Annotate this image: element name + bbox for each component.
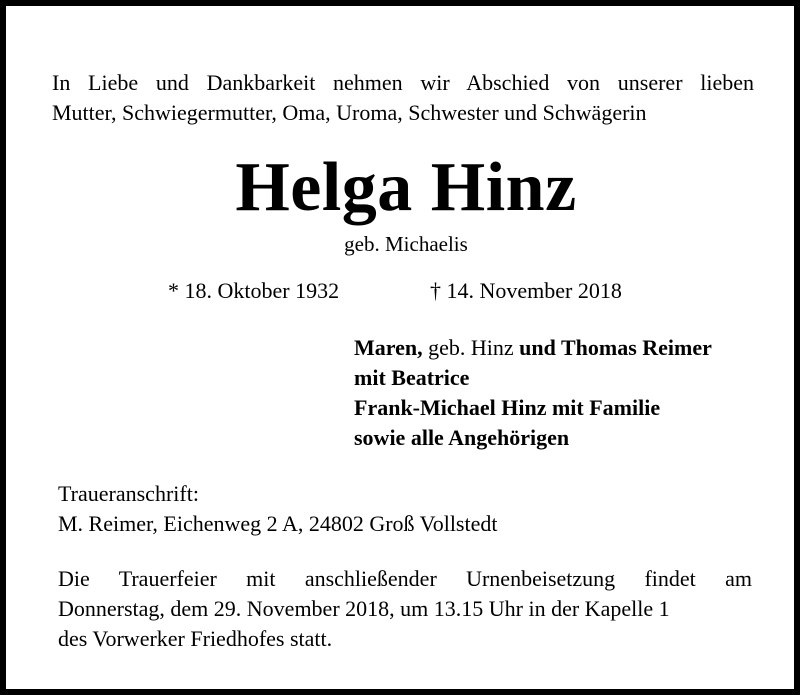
- mourner-line-3: Frank-Michael Hinz mit Familie: [354, 395, 661, 420]
- intro-line-2: Mutter, Schwiegermutter, Oma, Uroma, Schwester und Schwägerin: [52, 100, 647, 125]
- address-label: Traueranschrift:: [58, 481, 199, 506]
- intro-text: [52, 68, 754, 128]
- mourner-line-2: mit Beatrice: [354, 365, 470, 390]
- mourner-line-1: [354, 333, 712, 363]
- death-date: † 14. November 2018: [430, 278, 622, 303]
- deceased-name: Helga Hinz: [235, 149, 577, 226]
- mourner-name-thomas: und Thomas Reimer: [519, 335, 712, 360]
- ceremony-line-1: Die Trauerfeier mit anschließender Urnenbeisetzung findet am: [58, 566, 752, 591]
- address-value: M. Reimer, Eichenweg 2 A, 24802 Groß Vollstedt: [58, 511, 498, 536]
- intro-line-1: In Liebe und Dankbarkeit nehmen wir Abschied von unserer lieben: [52, 70, 754, 95]
- birth-date: * 18. Oktober 1932: [168, 278, 340, 303]
- mourners-list: [354, 333, 712, 453]
- ceremony-info: [58, 564, 752, 654]
- mourner-name-maren: Maren,: [354, 335, 423, 360]
- maiden-name: geb. Michaelis: [344, 232, 468, 256]
- ceremony-line-3: des Vorwerker Friedhofes statt.: [58, 626, 333, 651]
- mourning-address: [58, 479, 497, 539]
- ceremony-line-2: Donnerstag, dem 29. November 2018, um 13.15 Uhr in der Kapelle 1: [58, 596, 670, 621]
- mourner-line-4: sowie alle Angehörigen: [354, 425, 570, 450]
- mourner-maiden-note: geb. Hinz: [422, 335, 520, 360]
